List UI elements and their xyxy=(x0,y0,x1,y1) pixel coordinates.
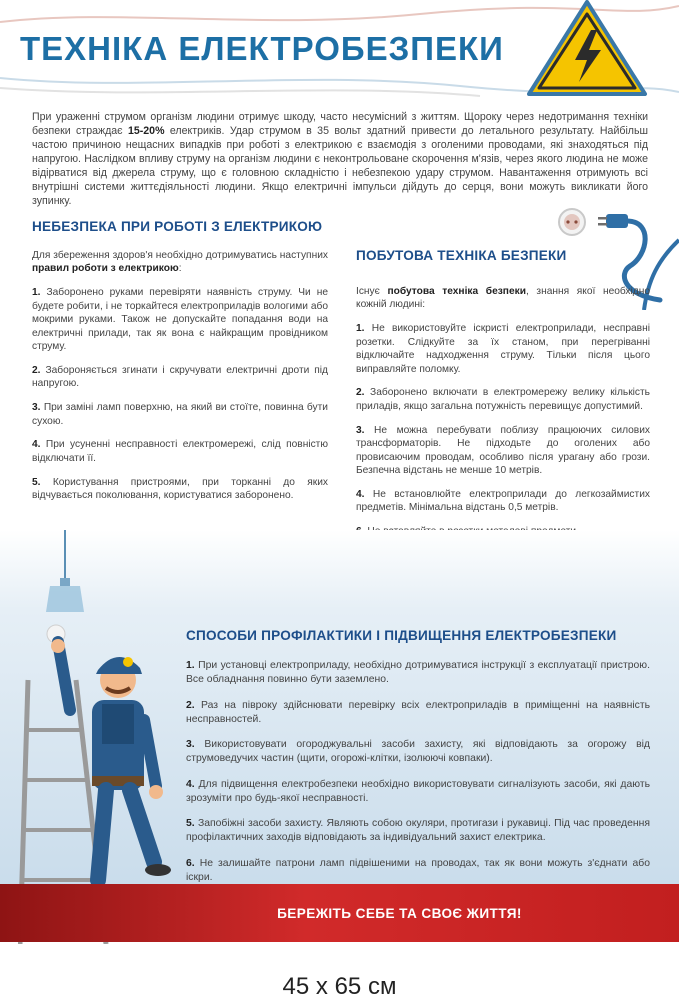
heading-prevention: СПОСОБИ ПРОФІЛАКТИКИ І ПІДВИЩЕННЯ ЕЛЕКТРОБЕЗПЕКИ xyxy=(186,628,617,643)
list-item: 2. Забороняється згинати і скручувати електричні дроти під напругою. xyxy=(32,364,328,390)
list-item: 4. При усуненні несправності електромережі, слід повністю відключати її. xyxy=(32,439,328,464)
prevention-list xyxy=(186,659,650,896)
list-item: 1. Заборонено руками перевіряти наявність струму. Чи не будете робити, і не торкайтеся електроприладів вологими або мокрими руками. Також не допускайте попадання води на електричні прилади, так як вона є найкращим провідником струму. xyxy=(32,287,328,352)
slogan-text: БЕРЕЖІТЬ СЕБЕ ТА СВОЄ ЖИТТЯ! xyxy=(277,906,522,921)
slogan-banner xyxy=(0,884,679,942)
list-item: 4. Не встановлюйте електроприлади до легкозаймистих предметів. Мінімальна відстань 0,5 метрів. xyxy=(356,488,650,514)
list-item: 4. Для підвищення електробезпеки необхідно використовувати сигналізують засоби, які дають зрозуміти про будь-якої несправності. xyxy=(186,778,650,804)
household-rules-lead: Існує побутова техніка безпеки, знання якої необхідно кожній людині: xyxy=(356,286,650,311)
work-rules-list xyxy=(32,249,328,513)
heading-work-danger: НЕБЕЗПЕКА ПРИ РОБОТІ З ЕЛЕКТРИКОЮ xyxy=(32,219,323,234)
list-item: 5. Користування пристроями, при торканні до яких відчувається поколювання, користуватися заборонено. xyxy=(32,476,328,502)
intro-paragraph: При ураженні струмом організм людини отримує шкоду, часто несумісний з життям. Щороку через недотримання техніки безпеки страждає 15-20% електриків. Удар струмом в 35 вольт здатний привести до летального результату. Найбільш частою причиною нещасних випадків при роботі з електрикою є взаємодія з оголеними проводами, які знаходяться під напругою. Наслідком впливу струму на організм людини є неконтрольоване скорочення м'язів, через якого людина не може відірватися від джерела струму, що є головною складністю і небезпекою удару струмом. Навантаження отримують всі внутрішні системи життєдіяльності людини. Якщо електричні імпульси дійдуть до серця, вони можуть викликати його зупинку. xyxy=(32,111,648,207)
list-item: 3. Не можна перебувати поблизу працюючих силових трансформаторів. Не підходьте до оголених або провисаючим проводам, особливо після урагану або грози. Безпечна відстань не менше 10 метрів. xyxy=(356,424,650,476)
list-item: 1. При установці електроприладу, необхідно дотримуватися інструкції з експлуатації пристрою. Все обладнання повинно бути заземлено. xyxy=(186,660,650,685)
poster-size-label: 45 x 65 см xyxy=(282,973,397,1000)
list-item: 1. Не використовуйте іскристі електроприлади, несправні розетки. Слідкуйте за їх станом, при перегріванні відключайте надходження струму. Тільки після цього виправляйте поломку. xyxy=(356,323,650,375)
high-voltage-warning-icon xyxy=(525,0,649,98)
work-rules-lead: Для збереження здоров'я необхідно дотримуватись наступних правил роботи з електрикою: xyxy=(32,250,328,275)
list-item: 2. Раз на півроку здійснювати перевірку всіх електроприладів в приміщенні на наявність несправностей. xyxy=(186,699,650,725)
list-item: 6. Не залишайте патрони ламп підвішеними на проводах, так як вони можуть з'єднати або іскри. xyxy=(186,857,650,883)
list-item: 3. Використовувати огороджувальні засоби захисту, які відповідають за огорожу від струмоведучих частин (щити, огорожі-клітки, ізолюючі ковпаки). xyxy=(186,739,650,764)
list-item: 2. Заборонено включати в електромережу велику кількість приладів, якщо загальна потужність перевищує допустимий. xyxy=(356,387,650,412)
heading-household-safety: ПОБУТОВА ТЕХНІКА БЕЗПЕКИ xyxy=(356,248,567,263)
page-title: ТЕХНІКА ЕЛЕКТРОБЕЗПЕКИ xyxy=(20,30,504,67)
list-item: 5. Запобіжні засоби захисту. Являють собою окуляри, протигази і рукавиці. Під час проведення профілактичних заходів відповідають за індивідуальний захист електрика. xyxy=(186,818,650,843)
list-item: 3. При заміні ламп поверхню, на який ви стоїте, повинна бути сухою. xyxy=(32,402,328,427)
